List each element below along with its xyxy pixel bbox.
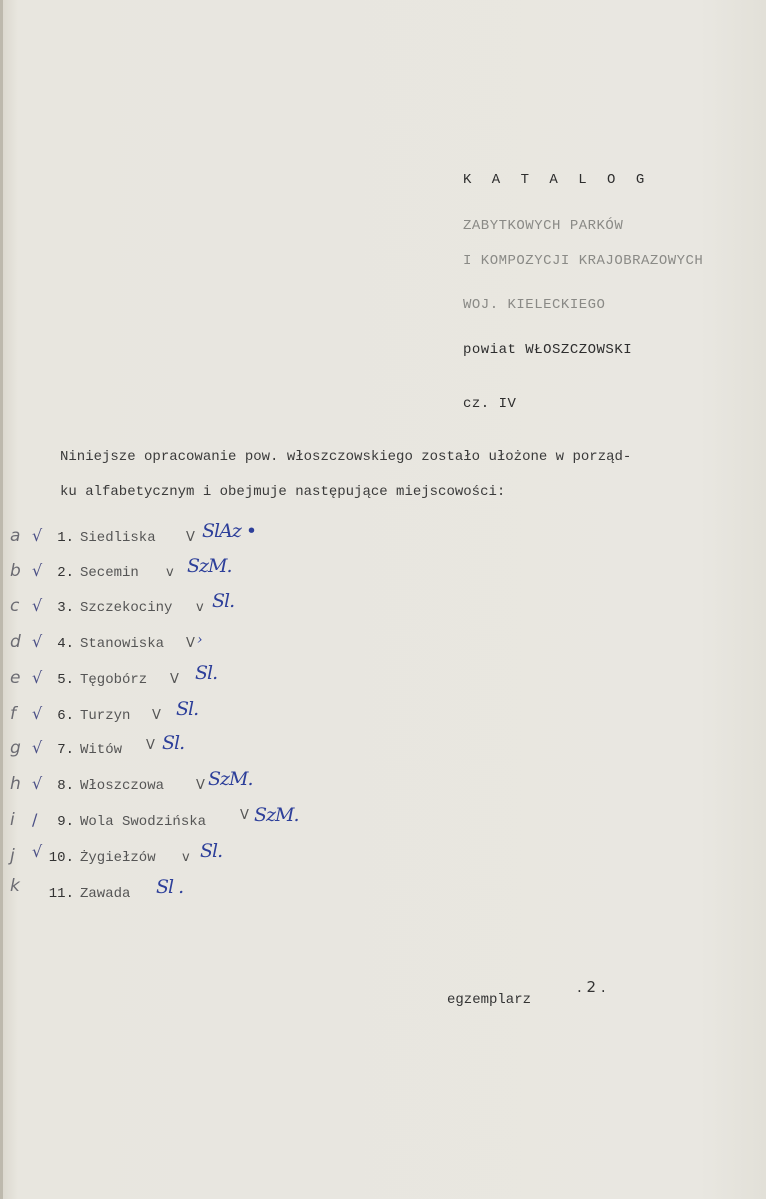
entry-number: 9. (57, 814, 74, 830)
check-mark: V (152, 708, 161, 723)
handwritten-initials: Sl. (195, 662, 218, 684)
copy-label: egzemplarz (447, 992, 532, 1008)
entry-number: 3. (57, 600, 74, 616)
hand-tick: √ (32, 632, 43, 651)
entry-number: 5. (57, 672, 74, 688)
place-name: Wola Swodzińska (80, 814, 207, 830)
entry-number: 1. (57, 530, 74, 546)
intro-line-2: ku alfabetycznym i obejmuje następujące miejscowości: (60, 484, 506, 500)
entry-number: 8. (57, 778, 74, 794)
handwritten-initials: SlAz • (202, 520, 257, 542)
list-item (0, 804, 766, 842)
handwritten-initials: Sl. (212, 590, 235, 612)
place-name: Zawada (80, 886, 131, 902)
hand-letter: i (10, 810, 15, 830)
check-mark: V (196, 778, 205, 793)
check-mark: v (166, 565, 174, 580)
place-name: Secemin (80, 565, 139, 581)
place-name: Siedliska (80, 530, 156, 546)
list-item (0, 590, 766, 628)
entry-number: 6. (57, 708, 74, 724)
handwritten-mark: › (197, 632, 202, 648)
handwritten-initials: Sl . (156, 876, 184, 898)
handwritten-initials: Sl. (176, 698, 199, 720)
part-number: cz. IV (463, 396, 517, 412)
intro-line-1: Niniejsze opracowanie pow. włoszczowskiego zostało ułożone w porząd- (60, 449, 632, 465)
hand-letter: g (10, 738, 21, 758)
handwritten-initials: SzM. (254, 804, 299, 826)
hand-tick: √ (32, 596, 43, 615)
list-item (0, 768, 766, 806)
hand-letter: b (10, 561, 21, 581)
hand-letter: c (10, 596, 20, 616)
place-name: Tęgobórz (80, 672, 148, 688)
check-mark: V (186, 530, 195, 545)
check-mark: v (196, 600, 204, 615)
check-mark: V (146, 738, 155, 753)
check-mark: v (182, 850, 190, 865)
place-name: Witów (80, 742, 123, 758)
list-item (0, 876, 766, 914)
catalog-title: K A T A L O G (463, 172, 651, 188)
hand-letter: k (10, 876, 20, 896)
title-line-parks: ZABYTKOWYCH PARKÓW (463, 218, 624, 234)
hand-tick: √ (32, 526, 43, 545)
hand-tick: √ (32, 774, 43, 793)
list-item (0, 632, 766, 664)
title-line-compositions: I KOMPOZYCJI KRAJOBRAZOWYCH (463, 253, 704, 269)
place-name: Turzyn (80, 708, 131, 724)
list-item (0, 555, 766, 593)
hand-letter: a (10, 526, 21, 546)
check-mark: V (186, 636, 195, 651)
hand-tick: √ (32, 668, 43, 687)
entry-number: 7. (57, 742, 74, 758)
place-name: Stanowiska (80, 636, 165, 652)
handwritten-initials: Sl. (162, 732, 185, 754)
entry-number: 2. (57, 565, 74, 581)
title-line-county: powiat WŁOSZCZOWSKI (463, 342, 633, 358)
hand-letter: j (10, 846, 15, 866)
list-item (0, 662, 766, 700)
entry-number: 11. (48, 886, 74, 902)
hand-tick: √ (32, 561, 43, 580)
hand-letter: h (10, 774, 21, 794)
check-mark: V (170, 672, 179, 687)
entry-number: 4. (57, 636, 74, 652)
entry-number: 10. (48, 850, 74, 866)
hand-tick: / (32, 810, 38, 829)
place-name: Szczekociny (80, 600, 173, 616)
hand-letter: d (10, 632, 21, 652)
handwritten-initials: Sl. (200, 840, 223, 862)
check-mark: V (240, 808, 249, 823)
place-name: Żygiełzów (80, 850, 156, 866)
hand-tick: √ (32, 738, 43, 757)
list-item (0, 698, 766, 736)
list-item (0, 732, 766, 770)
list-item (0, 840, 766, 878)
place-name: Włoszczowa (80, 778, 165, 794)
list-item (0, 520, 766, 558)
handwritten-initials: SzM. (208, 768, 253, 790)
hand-tick: √ (32, 842, 43, 861)
title-line-voivodeship: WOJ. KIELECKIEGO (463, 297, 606, 313)
copy-number: . 2 . (577, 978, 606, 996)
hand-tick: √ (32, 704, 43, 723)
hand-letter: e (10, 668, 21, 688)
handwritten-initials: SzM. (187, 555, 232, 577)
hand-letter: f (10, 704, 16, 724)
